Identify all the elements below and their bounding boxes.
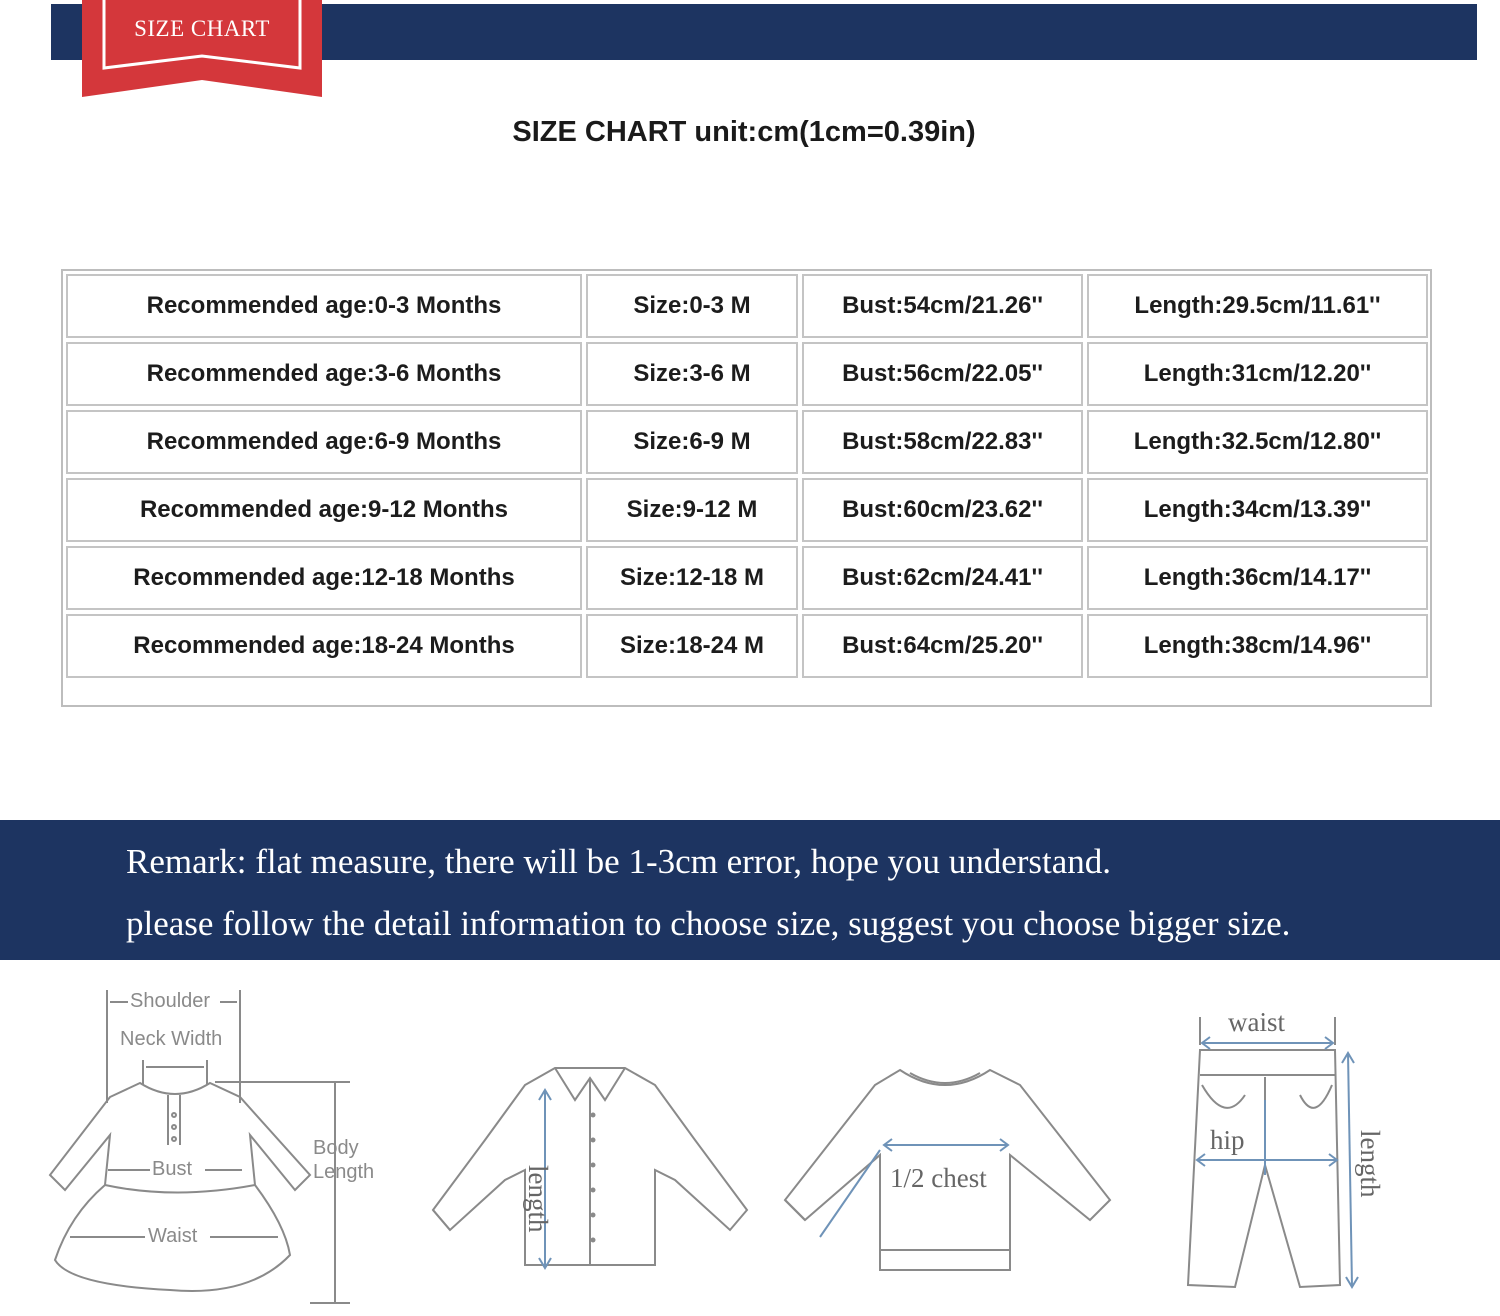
bust-cell: Bust:54cm/21.26'' <box>802 274 1083 338</box>
pants-waist-label: waist <box>1228 1007 1285 1037</box>
waist-label: Waist <box>148 1225 198 1247</box>
body-length-label-1: Body <box>313 1137 359 1159</box>
size-cell: Size:6-9 M <box>586 410 798 474</box>
age-cell: Recommended age:9-12 Months <box>66 478 582 542</box>
table-row <box>66 274 1428 338</box>
table-row <box>66 614 1428 678</box>
remark-banner <box>0 820 1500 960</box>
badge-label: SIZE CHART <box>134 16 270 41</box>
length-cell: Length:36cm/14.17'' <box>1087 546 1428 610</box>
length-cell: Length:38cm/14.96'' <box>1087 614 1428 678</box>
table-row <box>66 478 1428 542</box>
half-chest-label: 1/2 chest <box>890 1163 987 1193</box>
bust-cell: Bust:60cm/23.62'' <box>802 478 1083 542</box>
pants-diagram <box>1180 1005 1395 1295</box>
length-cell: Length:32.5cm/12.80'' <box>1087 410 1428 474</box>
age-cell: Recommended age:12-18 Months <box>66 546 582 610</box>
page-title: SIZE CHART unit:cm(1cm=0.39in) <box>512 116 976 148</box>
pants-length-label: length <box>1355 1130 1385 1198</box>
remark-line-1: Remark: flat measure, there will be 1-3cm error, hope you understand. <box>126 842 1112 881</box>
body-length-label-2: Length <box>313 1161 375 1183</box>
size-cell: Size:3-6 M <box>586 342 798 406</box>
dress-diagram <box>10 985 400 1310</box>
size-cell: Size:12-18 M <box>586 546 798 610</box>
shoulder-label: Shoulder <box>130 990 211 1012</box>
shirt-length-label: length <box>523 1165 553 1233</box>
sweater-diagram <box>780 1065 1115 1275</box>
table-row <box>66 410 1428 474</box>
age-cell: Recommended age:18-24 Months <box>66 614 582 678</box>
table-row <box>66 342 1428 406</box>
bust-cell: Bust:62cm/24.41'' <box>802 546 1083 610</box>
size-cell: Size:18-24 M <box>586 614 798 678</box>
age-cell: Recommended age:6-9 Months <box>66 410 582 474</box>
age-cell: Recommended age:0-3 Months <box>66 274 582 338</box>
age-cell: Recommended age:3-6 Months <box>66 342 582 406</box>
length-cell: Length:34cm/13.39'' <box>1087 478 1428 542</box>
length-cell: Length:29.5cm/11.61'' <box>1087 274 1428 338</box>
remark-line-2: please follow the detail information to choose size, suggest you choose bigger size. <box>126 904 1291 943</box>
table-row <box>66 546 1428 610</box>
shirt-diagram <box>425 1060 755 1275</box>
size-table <box>61 269 1432 707</box>
size-cell: Size:9-12 M <box>586 478 798 542</box>
size-chart-badge <box>82 0 322 97</box>
bust-cell: Bust:58cm/22.83'' <box>802 410 1083 474</box>
neck-width-label: Neck Width <box>120 1028 223 1050</box>
size-cell: Size:0-3 M <box>586 274 798 338</box>
bust-cell: Bust:56cm/22.05'' <box>802 342 1083 406</box>
bust-cell: Bust:64cm/25.20'' <box>802 614 1083 678</box>
pants-hip-label: hip <box>1210 1125 1245 1155</box>
length-cell: Length:31cm/12.20'' <box>1087 342 1428 406</box>
bust-label: Bust <box>152 1158 193 1180</box>
size-table-grid <box>62 270 1432 682</box>
